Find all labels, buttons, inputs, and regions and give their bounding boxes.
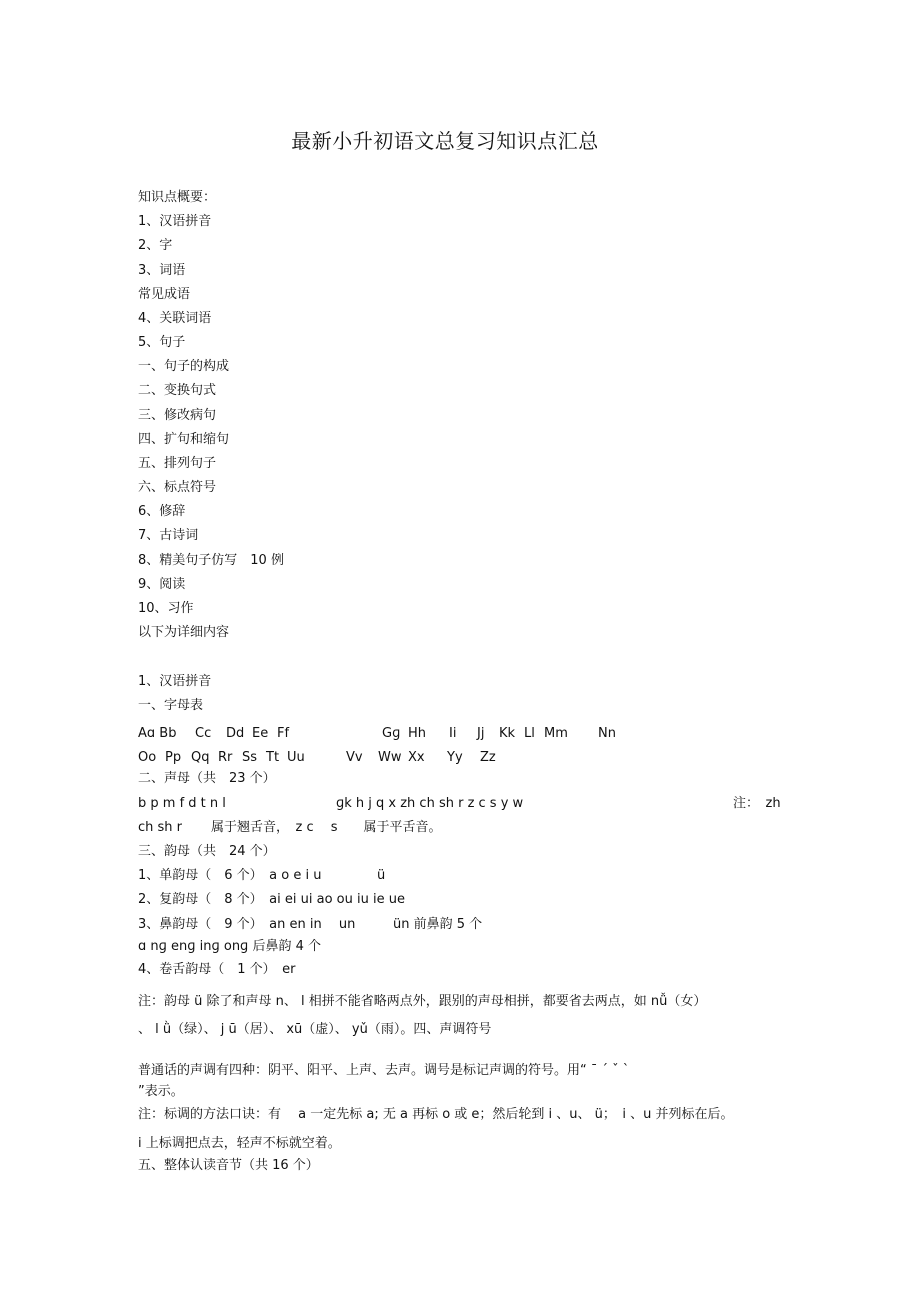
- finals-single: 1、单韵母（ 6 个） a o e i u: [138, 868, 322, 883]
- whole-syllables-title: 五、整体认读音节（共 16 个）: [138, 1158, 319, 1173]
- initials-list: b p m f d t n l: [138, 796, 226, 811]
- letter-pair: Jj: [477, 726, 485, 741]
- note-paragraph: 注：韵母 ü 除了和声母 n、 l 相拼不能省略两点外，跟别的声母相拼，都要省去两点，如 nǚ（女）: [138, 994, 707, 1009]
- initials-note: 注： zh: [733, 796, 781, 811]
- finals-single: ü: [377, 868, 386, 883]
- initials-list: ɡk h j q x zh ch sh r z c s y w: [336, 796, 524, 811]
- outline-item: 三、修改病句: [138, 408, 217, 423]
- outline-item: 2、字: [138, 238, 173, 253]
- letter-pair: Qq: [191, 750, 210, 765]
- letter-pair: Nn: [598, 726, 616, 741]
- outline-item: 一、句子的构成: [138, 359, 230, 374]
- alphabet-title: 一、字母表: [138, 698, 204, 713]
- outline-item: 6、修辞: [138, 504, 186, 519]
- tones-paragraph: ”表示。: [138, 1084, 184, 1099]
- finals-nasal: 3、鼻韵母（ 9 个） an en in un: [138, 917, 356, 932]
- note-paragraph: 、 l ǜ（绿）、 j ū（居）、 xū（虚）、 yǔ（雨）。四、声调符号: [138, 1022, 492, 1037]
- letter-pair: Ii: [449, 726, 457, 741]
- letter-pair: Ss: [242, 750, 258, 765]
- outline-item: 1、汉语拼音: [138, 214, 212, 229]
- letter-pair: Kk: [499, 726, 516, 741]
- letter-pair: Hh: [408, 726, 427, 741]
- letter-pair: Vv: [346, 750, 363, 765]
- tone-rule: 注：标调的方法口诀：有 a 一定先标 a; 无 a 再标 o 或 e；然后轮到 i 、u、 ü； i 、u 并列标在后。: [138, 1107, 734, 1122]
- finals-retroflex: 4、卷舌韵母（ 1 个） er: [138, 962, 296, 977]
- initials-note: 属于翘舌音， z c s 属于平舌音。: [211, 820, 442, 835]
- letter-pair: Mm: [544, 726, 568, 741]
- letter-pair: Tt: [266, 750, 280, 765]
- letter-pair: Rr: [218, 750, 233, 765]
- letter-pair: Ll: [524, 726, 535, 741]
- outline-item: 10、习作: [138, 601, 194, 616]
- letter-pair: Oo: [138, 750, 157, 765]
- letter-pair: Xx: [408, 750, 425, 765]
- finals-nasal: ün 前鼻韵 5 个: [393, 917, 483, 932]
- letter-pair: Cc: [195, 726, 212, 741]
- finals-nasal-back: ɑ nɡ enɡ inɡ onɡ 后鼻韵 4 个: [138, 939, 321, 954]
- page-title: 最新小升初语文总复习知识点汇总: [291, 129, 599, 153]
- initials-note: ch sh r: [138, 820, 183, 835]
- outline-item: 3、词语: [138, 263, 186, 278]
- outline-heading: 知识点概要：: [138, 190, 217, 205]
- letter-pair: Ff: [277, 726, 290, 741]
- finals-title: 三、韵母（共 24 个）: [138, 844, 276, 859]
- letter-pair: Pp: [165, 750, 182, 765]
- letter-pair: Dd: [226, 726, 245, 741]
- letter-pair: Ww: [378, 750, 402, 765]
- letter-pair: Uu: [287, 750, 305, 765]
- tones-paragraph: 普通话的声调有四种：阴平、阳平、上声、去声。调号是标记声调的符号。用“ ˉ ˊ ˇ ˋ: [138, 1063, 630, 1078]
- letter-pair: Yy: [447, 750, 463, 765]
- outline-item: 7、古诗词: [138, 528, 199, 543]
- section-title: 1、汉语拼音: [138, 674, 212, 689]
- tone-rule: i 上标调把点去，轻声不标就空着。: [138, 1136, 341, 1151]
- finals-compound: 2、复韵母（ 8 个） ai ei ui ao ou iu ie ue: [138, 892, 405, 907]
- letter-pair: Gɡ: [382, 726, 401, 741]
- outline-item: 五、排列句子: [138, 456, 217, 471]
- initials-title: 二、声母（共 23 个）: [138, 771, 276, 786]
- outline-item: 9、阅读: [138, 577, 186, 592]
- outline-item: 以下为详细内容: [138, 625, 230, 640]
- letter-pair: Zz: [480, 750, 496, 765]
- outline-item: 8、精美句子仿写 10 例: [138, 553, 284, 568]
- letter-pair: Ee: [252, 726, 269, 741]
- outline-item: 常见成语: [138, 287, 191, 302]
- outline-item: 4、关联词语: [138, 311, 212, 326]
- outline-item: 5、句子: [138, 335, 186, 350]
- outline-item: 二、变换句式: [138, 383, 217, 398]
- outline-item: 六、标点符号: [138, 480, 217, 495]
- outline-item: 四、扩句和缩句: [138, 432, 230, 447]
- letter-pair: Aɑ Bb: [138, 726, 177, 741]
